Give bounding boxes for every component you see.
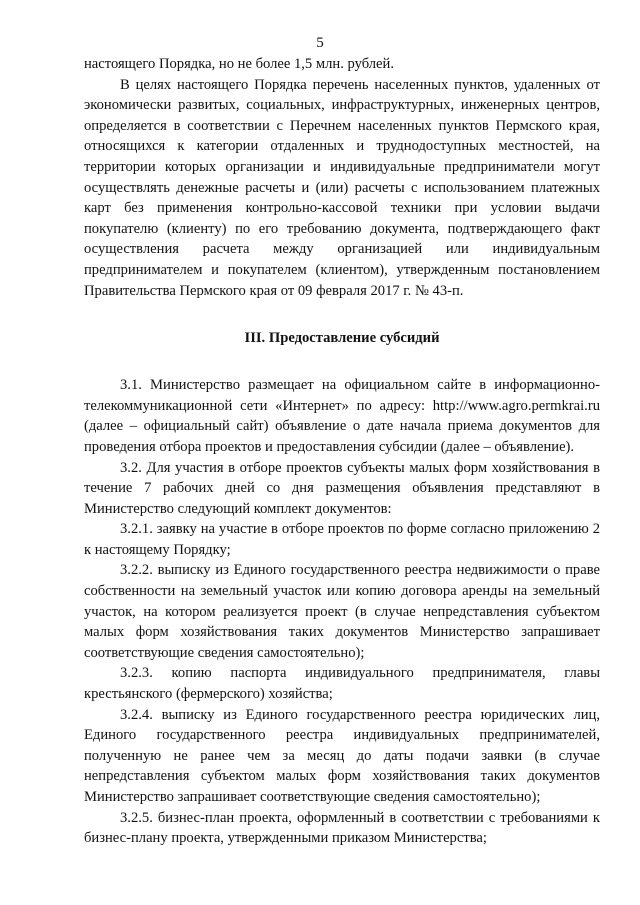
paragraph-3-2-5: 3.2.5. бизнес-план проекта, оформленный в соответствии с требованиями к бизнес-плану проекта, утвержденными приказом Министерства;: [84, 809, 600, 847]
paragraph-3-1: 3.1. Министерство размещает на официальном сайте в информационно-телекоммуникационной сети «Интернет» по адресу: http://www.agro.permkrai.ru (далее – официальный сайт) объявление о дате начала приема документов для проведения отбора проектов и предоставления субсидии (далее – объявление).: [84, 377, 600, 455]
paragraph-3-2-3: 3.2.3. копию паспорта индивидуального предпринимателя, главы крестьянского (фермерского) хозяйства;: [84, 665, 600, 703]
paragraph-continuation: настоящего Порядка, но не более 1,5 млн. рублей.: [84, 56, 394, 72]
paragraph-3-2: 3.2. Для участия в отборе проектов субъекты малых форм хозяйствования в течение 7 рабочих дней со дня размещения объявления представляют в Министерство следующий комплект документов:: [84, 459, 600, 517]
section-heading: III. Предоставление субсидий: [244, 330, 440, 347]
paragraph-3-2-1: 3.2.1. заявку на участие в отборе проектов по форме согласно приложению 2 к настоящему Порядку;: [84, 521, 600, 558]
page-number: 5: [316, 35, 324, 51]
paragraph-3-2-2: 3.2.2. выписку из Единого государственного реестра недвижимости о праве собственности на земельный участок или копию договора аренды на земельный участок, на котором реализуется проект (в случае непредставления субъектом малых форм хозяйствования таких документов Министерство запрашивает соответствующие сведения самостоятельно);: [84, 562, 600, 661]
paragraph-3-2-4: 3.2.4. выписку из Единого государственного реестра юридических лиц, Единого государственного реестра индивидуальных предпринимателей, полученную не ранее чем за месяц до даты подачи заявки (в случае непредставления субъектом малых форм хозяйствования таких документов Министерство запрашивает соответствующие сведения самостоятельно);: [84, 706, 600, 805]
paragraph-settlements-list: В целях настоящего Порядка перечень населенных пунктов, удаленных от экономически развитых, социальных, инфраструктурных, инженерных центров, определяется в соответствии с Перечнем населенных пунктов Пермского края, относящихся к категории отдаленных и труднодоступных местностей, на территории которых организации и индивидуальные предприниматели могут осуществлять денежные расчеты и (или) расчеты с использованием платежных карт без применения контрольно-кассовой техники при условии выдачи покупателю (клиенту) по его требованию документа, подтверждающего факт осуществления расчета между организацией или индивидуальным предпринимателем и покупателем (клиентом), утвержденным постановлением Правительства Пермского края от 09 февраля 2017 г. № 43-п.: [84, 76, 600, 299]
document-body: [84, 54, 600, 849]
